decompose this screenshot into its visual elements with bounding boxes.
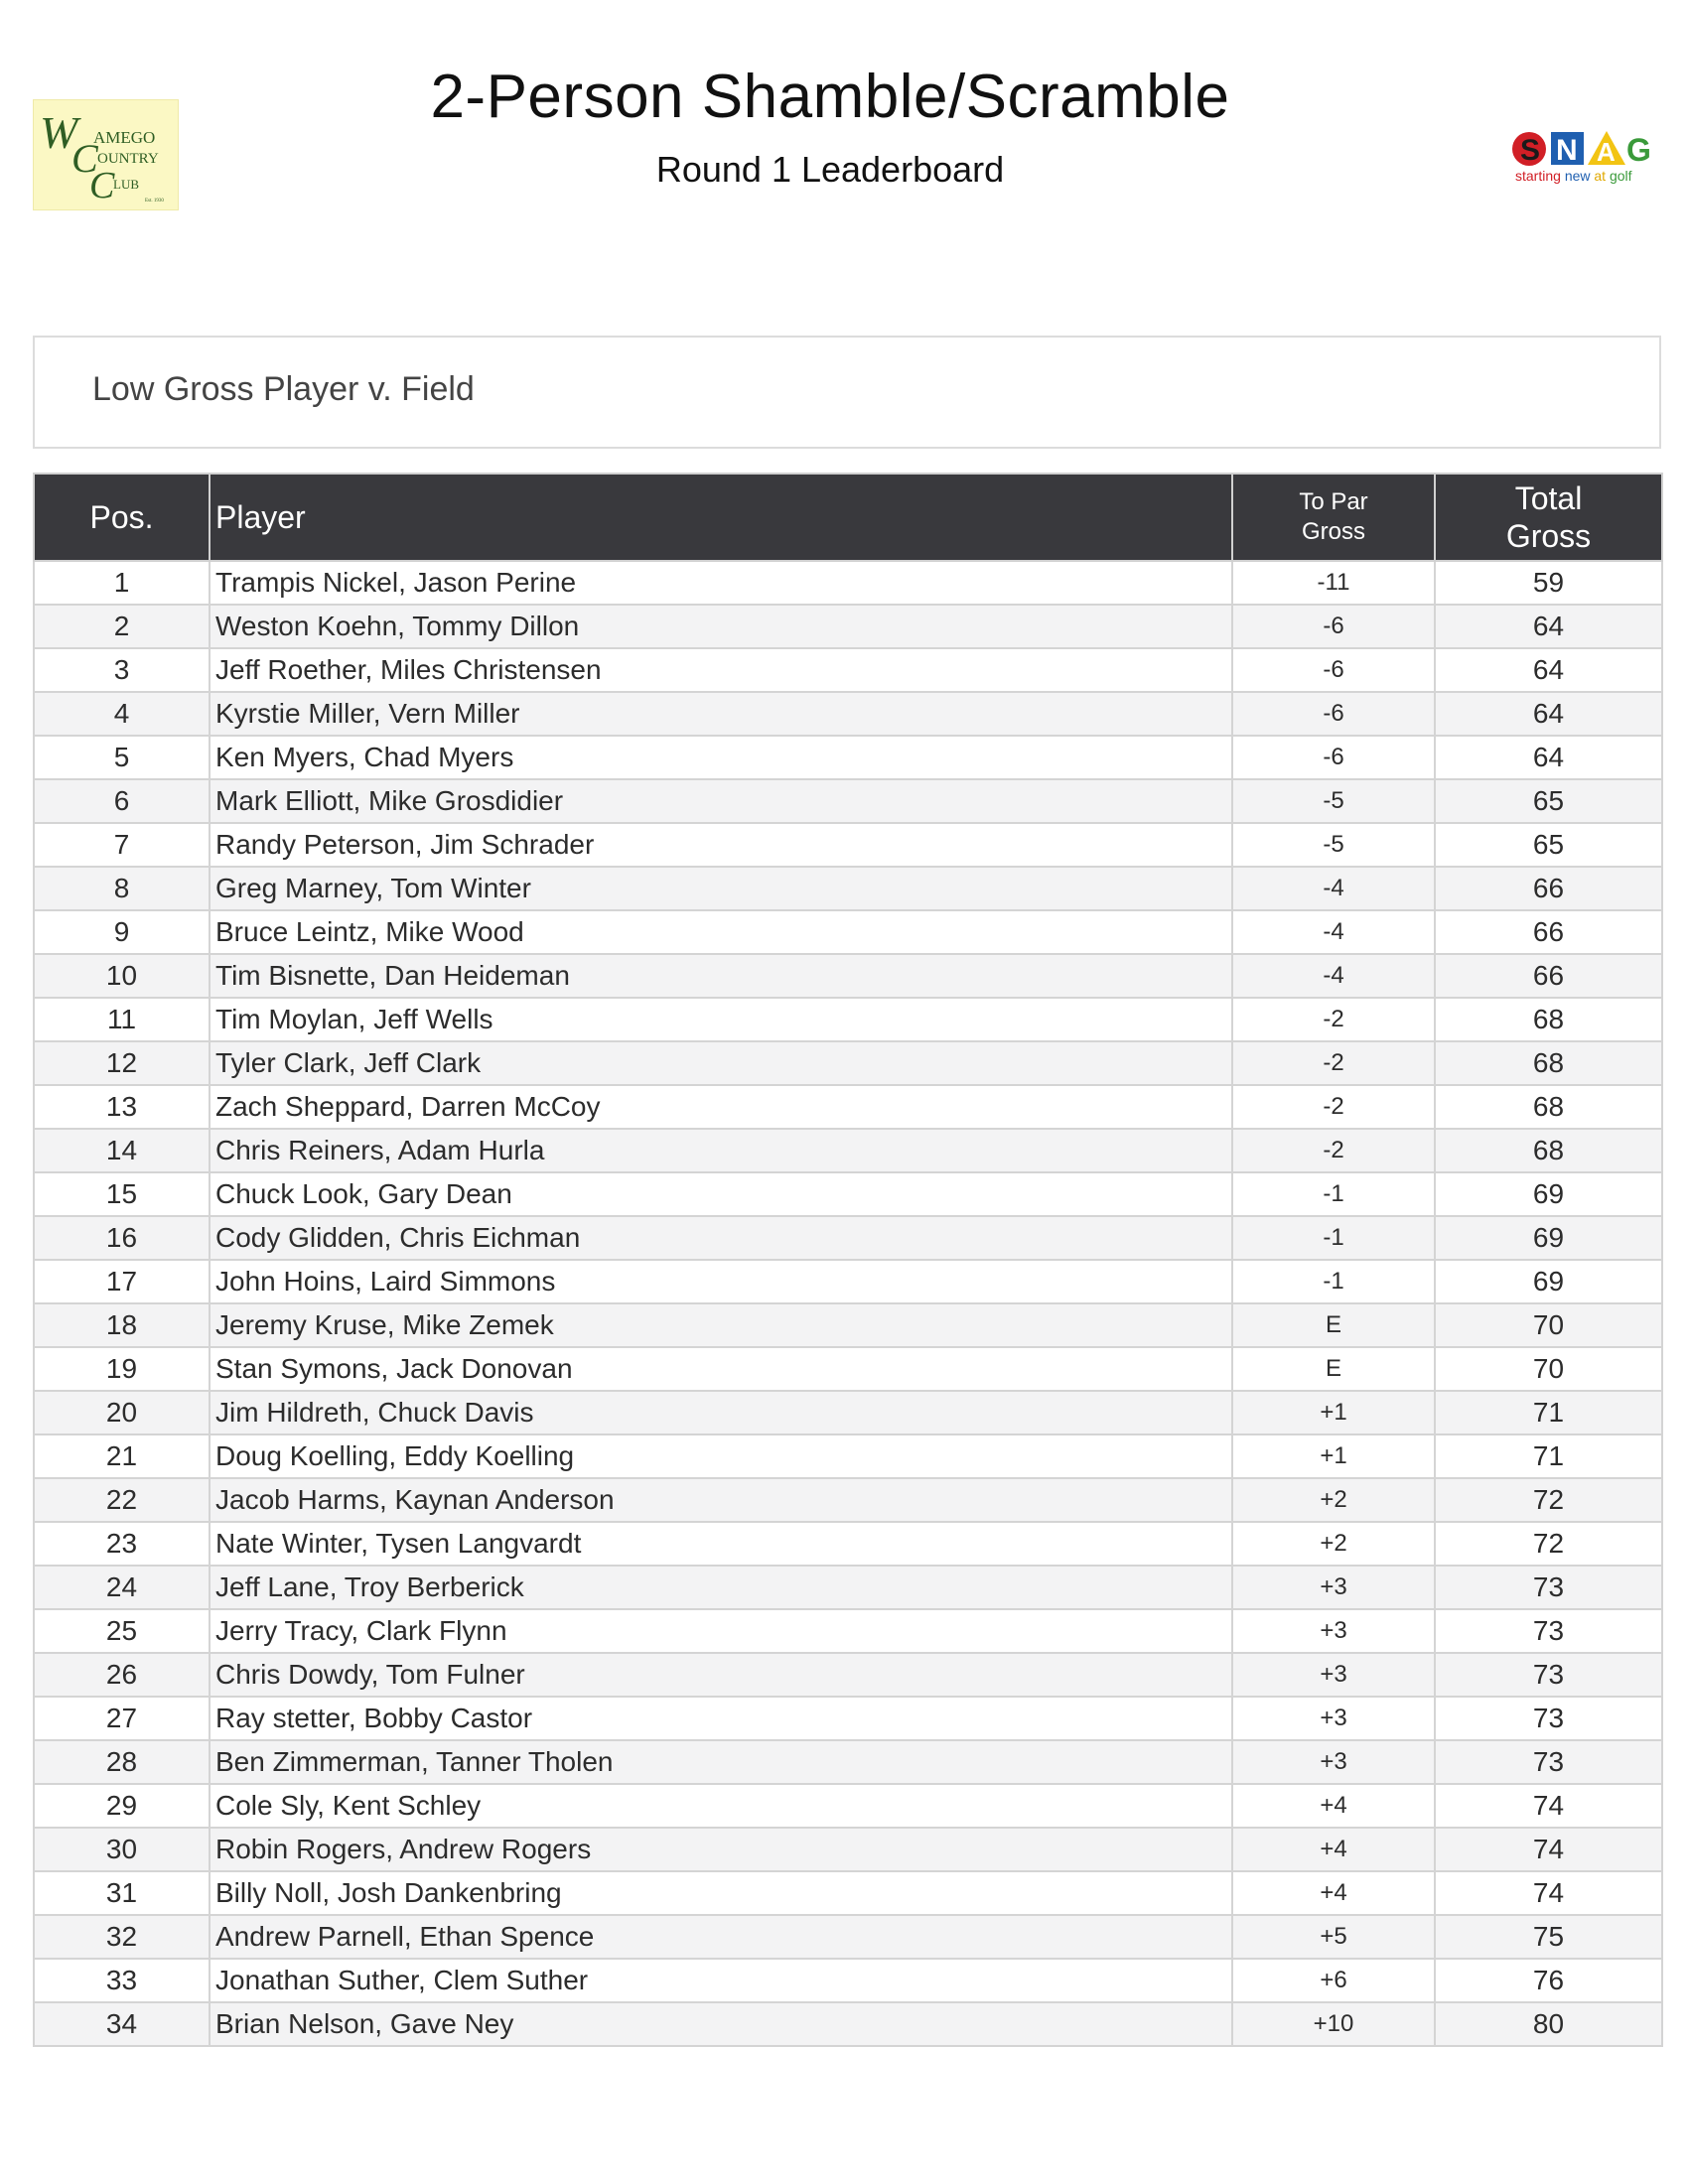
cell-pos: 11 — [34, 998, 210, 1041]
cell-to-par-gross: +6 — [1232, 1959, 1435, 2002]
cell-pos: 6 — [34, 779, 210, 823]
cell-total-gross: 64 — [1435, 648, 1662, 692]
table-row — [34, 1129, 1662, 1172]
table-row — [34, 910, 1662, 954]
section-title: Low Gross Player v. Field — [92, 370, 475, 408]
cell-total-gross: 66 — [1435, 954, 1662, 998]
cell-pos: 19 — [34, 1347, 210, 1391]
table-row — [34, 692, 1662, 736]
cell-to-par-gross: +4 — [1232, 1784, 1435, 1828]
cell-pos: 22 — [34, 1478, 210, 1522]
snag-tagline-new: new — [1564, 168, 1595, 184]
cell-total-gross: 73 — [1435, 1609, 1662, 1653]
cell-player: Chuck Look, Gary Dean — [210, 1172, 1232, 1216]
cell-player: Cody Glidden, Chris Eichman — [210, 1216, 1232, 1260]
cell-to-par-gross: +3 — [1232, 1697, 1435, 1740]
table-row — [34, 1697, 1662, 1740]
cell-total-gross: 73 — [1435, 1697, 1662, 1740]
cell-total-gross: 69 — [1435, 1172, 1662, 1216]
cell-player: Kyrstie Miller, Vern Miller — [210, 692, 1232, 736]
table-row — [34, 1391, 1662, 1434]
table-row — [34, 867, 1662, 910]
cell-total-gross: 76 — [1435, 1959, 1662, 2002]
cell-to-par-gross: +1 — [1232, 1391, 1435, 1434]
logo-est: Est. 1930 — [145, 199, 164, 204]
table-row — [34, 648, 1662, 692]
table-row — [34, 1609, 1662, 1653]
cell-player: Tyler Clark, Jeff Clark — [210, 1041, 1232, 1085]
cell-total-gross: 73 — [1435, 1653, 1662, 1697]
cell-pos: 5 — [34, 736, 210, 779]
cell-pos: 14 — [34, 1129, 210, 1172]
cell-to-par-gross: -4 — [1232, 867, 1435, 910]
cell-total-gross: 68 — [1435, 998, 1662, 1041]
cell-pos: 7 — [34, 823, 210, 867]
cell-pos: 10 — [34, 954, 210, 998]
cell-total-gross: 69 — [1435, 1216, 1662, 1260]
cell-pos: 30 — [34, 1828, 210, 1871]
cell-player: Weston Koehn, Tommy Dillon — [210, 605, 1232, 648]
table-row — [34, 779, 1662, 823]
cell-total-gross: 64 — [1435, 605, 1662, 648]
cell-pos: 31 — [34, 1871, 210, 1915]
cell-total-gross: 70 — [1435, 1347, 1662, 1391]
section-header — [33, 336, 1661, 449]
table-row — [34, 1303, 1662, 1347]
cell-pos: 9 — [34, 910, 210, 954]
cell-player: Jacob Harms, Kaynan Anderson — [210, 1478, 1232, 1522]
table-row — [34, 1653, 1662, 1697]
page-header — [0, 0, 1688, 238]
cell-pos: 4 — [34, 692, 210, 736]
snag-tagline-golf: golf — [1609, 168, 1632, 184]
cell-player: Greg Marney, Tom Winter — [210, 867, 1232, 910]
cell-to-par-gross: -6 — [1232, 692, 1435, 736]
cell-pos: 3 — [34, 648, 210, 692]
cell-total-gross: 66 — [1435, 910, 1662, 954]
snag-tagline — [1515, 168, 1632, 184]
cell-total-gross: 69 — [1435, 1260, 1662, 1303]
header-to-par-gross — [1232, 474, 1435, 561]
cell-player: Andrew Parnell, Ethan Spence — [210, 1915, 1232, 1959]
cell-player: John Hoins, Laird Simmons — [210, 1260, 1232, 1303]
logo-initial-w: W — [40, 107, 78, 158]
cell-total-gross: 71 — [1435, 1434, 1662, 1478]
cell-player: Ben Zimmerman, Tanner Tholen — [210, 1740, 1232, 1784]
logo-line-1: AMEGO — [93, 128, 156, 147]
cell-player: Zach Sheppard, Darren McCoy — [210, 1085, 1232, 1129]
cell-pos: 15 — [34, 1172, 210, 1216]
page-title: 2-Person Shamble/Scramble — [430, 63, 1230, 131]
header-pos: Pos. — [34, 474, 210, 561]
table-row — [34, 1172, 1662, 1216]
cell-to-par-gross: -4 — [1232, 954, 1435, 998]
table-row — [34, 1828, 1662, 1871]
cell-to-par-gross: +10 — [1232, 2002, 1435, 2046]
cell-player: Bruce Leintz, Mike Wood — [210, 910, 1232, 954]
cell-total-gross: 75 — [1435, 1915, 1662, 1959]
table-row — [34, 1041, 1662, 1085]
cell-total-gross: 65 — [1435, 823, 1662, 867]
cell-to-par-gross: +5 — [1232, 1915, 1435, 1959]
cell-to-par-gross: +3 — [1232, 1609, 1435, 1653]
cell-total-gross: 71 — [1435, 1391, 1662, 1434]
cell-total-gross: 73 — [1435, 1566, 1662, 1609]
cell-total-gross: 66 — [1435, 867, 1662, 910]
cell-to-par-gross: -5 — [1232, 779, 1435, 823]
cell-total-gross: 74 — [1435, 1871, 1662, 1915]
cell-to-par-gross: -2 — [1232, 1085, 1435, 1129]
cell-pos: 25 — [34, 1609, 210, 1653]
cell-player: Nate Winter, Tysen Langvardt — [210, 1522, 1232, 1566]
header-total-gross — [1435, 474, 1662, 561]
table-body — [34, 561, 1662, 2046]
table-row — [34, 1522, 1662, 1566]
cell-total-gross: 64 — [1435, 736, 1662, 779]
cell-to-par-gross: -11 — [1232, 561, 1435, 605]
cell-pos: 2 — [34, 605, 210, 648]
cell-player: Doug Koelling, Eddy Koelling — [210, 1434, 1232, 1478]
table-header-row — [34, 474, 1662, 561]
cell-pos: 34 — [34, 2002, 210, 2046]
cell-player: Stan Symons, Jack Donovan — [210, 1347, 1232, 1391]
snag-letter-n: N — [1556, 134, 1578, 167]
cell-to-par-gross: E — [1232, 1347, 1435, 1391]
logo-line-3: LUB — [113, 177, 139, 192]
table-row — [34, 605, 1662, 648]
cell-player: Ken Myers, Chad Myers — [210, 736, 1232, 779]
cell-player: Billy Noll, Josh Dankenbring — [210, 1871, 1232, 1915]
table-row — [34, 561, 1662, 605]
cell-total-gross: 68 — [1435, 1041, 1662, 1085]
table-row — [34, 1434, 1662, 1478]
cell-player: Ray stetter, Bobby Castor — [210, 1697, 1232, 1740]
logo-initial-c2: C — [89, 165, 115, 206]
cell-to-par-gross: +4 — [1232, 1828, 1435, 1871]
cell-pos: 33 — [34, 1959, 210, 2002]
cell-player: Jeff Lane, Troy Berberick — [210, 1566, 1232, 1609]
cell-player: Mark Elliott, Mike Grosdidier — [210, 779, 1232, 823]
cell-total-gross: 64 — [1435, 692, 1662, 736]
table-row — [34, 1347, 1662, 1391]
table-row — [34, 1566, 1662, 1609]
cell-player: Chris Reiners, Adam Hurla — [210, 1129, 1232, 1172]
cell-to-par-gross: +2 — [1232, 1478, 1435, 1522]
cell-pos: 1 — [34, 561, 210, 605]
cell-to-par-gross: -6 — [1232, 736, 1435, 779]
cell-to-par-gross: E — [1232, 1303, 1435, 1347]
cell-to-par-gross: -5 — [1232, 823, 1435, 867]
snag-letter-g: G — [1626, 132, 1651, 168]
cell-to-par-gross: -2 — [1232, 1129, 1435, 1172]
cell-pos: 20 — [34, 1391, 210, 1434]
snag-letter-s: S — [1520, 134, 1541, 167]
cell-total-gross: 68 — [1435, 1085, 1662, 1129]
cell-total-gross: 65 — [1435, 779, 1662, 823]
cell-player: Brian Nelson, Gave Ney — [210, 2002, 1232, 2046]
cell-total-gross: 59 — [1435, 561, 1662, 605]
table-row — [34, 1216, 1662, 1260]
logo-line-2: OUNTRY — [97, 151, 159, 167]
cell-player: Jeff Roether, Miles Christensen — [210, 648, 1232, 692]
cell-player: Robin Rogers, Andrew Rogers — [210, 1828, 1232, 1871]
cell-to-par-gross: +3 — [1232, 1566, 1435, 1609]
cell-player: Tim Moylan, Jeff Wells — [210, 998, 1232, 1041]
cell-pos: 16 — [34, 1216, 210, 1260]
cell-player: Randy Peterson, Jim Schrader — [210, 823, 1232, 867]
snag-logo — [1511, 127, 1660, 187]
cell-total-gross: 74 — [1435, 1828, 1662, 1871]
table-row — [34, 823, 1662, 867]
cell-player: Trampis Nickel, Jason Perine — [210, 561, 1232, 605]
table-row — [34, 1740, 1662, 1784]
table-row — [34, 1871, 1662, 1915]
cell-to-par-gross: -4 — [1232, 910, 1435, 954]
cell-pos: 13 — [34, 1085, 210, 1129]
table-row — [34, 954, 1662, 998]
cell-to-par-gross: -2 — [1232, 998, 1435, 1041]
cell-pos: 27 — [34, 1697, 210, 1740]
table-row — [34, 1478, 1662, 1522]
cell-pos: 17 — [34, 1260, 210, 1303]
cell-to-par-gross: +2 — [1232, 1522, 1435, 1566]
snag-tagline-starting: starting — [1515, 168, 1565, 184]
cell-player: Tim Bisnette, Dan Heideman — [210, 954, 1232, 998]
cell-pos: 18 — [34, 1303, 210, 1347]
cell-pos: 24 — [34, 1566, 210, 1609]
cell-to-par-gross: -2 — [1232, 1041, 1435, 1085]
header-player: Player — [210, 474, 1232, 561]
header-total-line-2: Gross — [1505, 518, 1592, 554]
snag-letter-a: A — [1597, 137, 1616, 167]
cell-to-par-gross: +3 — [1232, 1653, 1435, 1697]
cell-total-gross: 72 — [1435, 1522, 1662, 1566]
page-subtitle: Round 1 Leaderboard — [655, 149, 1005, 190]
cell-pos: 28 — [34, 1740, 210, 1784]
header-to-par-line-1: To Par — [1299, 488, 1368, 515]
cell-to-par-gross: -6 — [1232, 648, 1435, 692]
cell-to-par-gross: -1 — [1232, 1216, 1435, 1260]
table-row — [34, 1085, 1662, 1129]
cell-pos: 21 — [34, 1434, 210, 1478]
cell-total-gross: 68 — [1435, 1129, 1662, 1172]
logo-initial-c1: C — [71, 136, 98, 181]
cell-to-par-gross: -1 — [1232, 1172, 1435, 1216]
cell-pos: 32 — [34, 1915, 210, 1959]
cell-to-par-gross: +4 — [1232, 1871, 1435, 1915]
cell-player: Jim Hildreth, Chuck Davis — [210, 1391, 1232, 1434]
table-row — [34, 736, 1662, 779]
cell-total-gross: 74 — [1435, 1784, 1662, 1828]
cell-to-par-gross: -6 — [1232, 605, 1435, 648]
table-row — [34, 1959, 1662, 2002]
cell-pos: 26 — [34, 1653, 210, 1697]
table-row — [34, 1915, 1662, 1959]
header-total-line-1: Total — [1514, 480, 1583, 516]
cell-to-par-gross: +1 — [1232, 1434, 1435, 1478]
table-row — [34, 998, 1662, 1041]
snag-tagline-at: at — [1594, 168, 1610, 184]
cell-total-gross: 72 — [1435, 1478, 1662, 1522]
cell-pos: 12 — [34, 1041, 210, 1085]
cell-pos: 23 — [34, 1522, 210, 1566]
header-to-par-line-2: Gross — [1301, 518, 1365, 545]
cell-total-gross: 73 — [1435, 1740, 1662, 1784]
cell-player: Chris Dowdy, Tom Fulner — [210, 1653, 1232, 1697]
leaderboard-table — [33, 473, 1663, 2047]
cell-to-par-gross: -1 — [1232, 1260, 1435, 1303]
cell-pos: 8 — [34, 867, 210, 910]
cell-total-gross: 70 — [1435, 1303, 1662, 1347]
cell-pos: 29 — [34, 1784, 210, 1828]
cell-to-par-gross: +3 — [1232, 1740, 1435, 1784]
table-row — [34, 1784, 1662, 1828]
table-row — [34, 1260, 1662, 1303]
cell-player: Jonathan Suther, Clem Suther — [210, 1959, 1232, 2002]
cell-player: Jerry Tracy, Clark Flynn — [210, 1609, 1232, 1653]
table-row — [34, 2002, 1662, 2046]
cell-total-gross: 80 — [1435, 2002, 1662, 2046]
cell-player: Jeremy Kruse, Mike Zemek — [210, 1303, 1232, 1347]
cell-player: Cole Sly, Kent Schley — [210, 1784, 1232, 1828]
